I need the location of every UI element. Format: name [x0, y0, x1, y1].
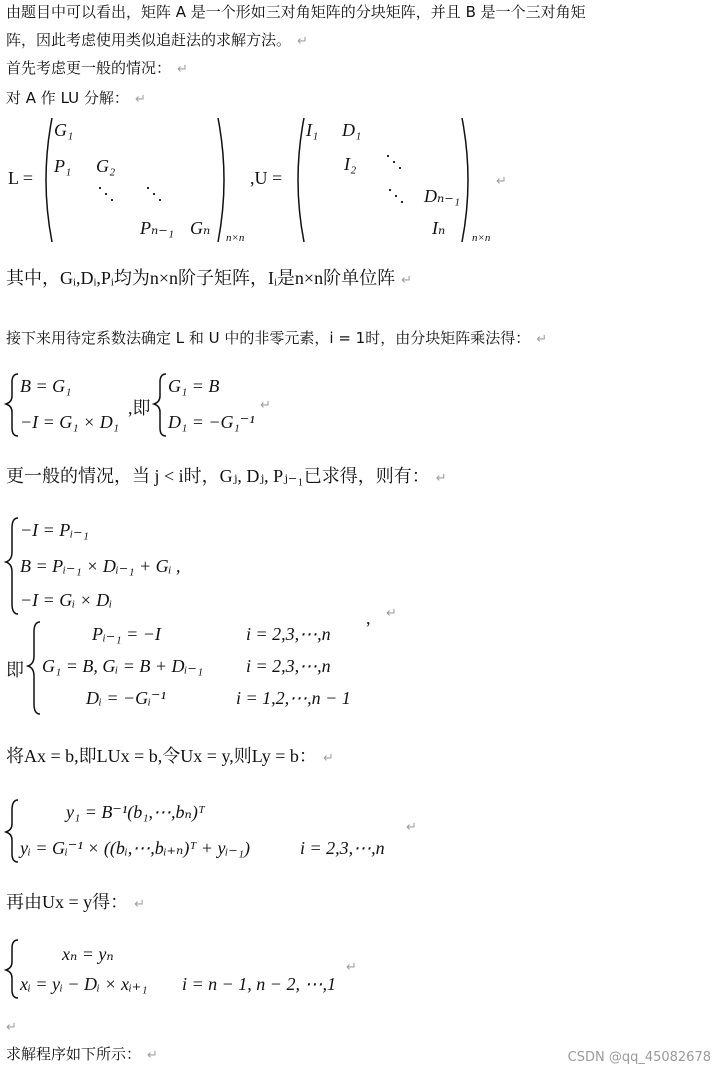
matrix-l-p1: P₁ — [54, 156, 72, 176]
general-case-text: 首先考虑更一般的情况： — [6, 59, 172, 77]
return-mark: ↵ — [297, 34, 308, 49]
system2-eq1: Pᵢ₋₁ = −I — [92, 624, 161, 644]
system1-trail: , — [366, 608, 371, 628]
return-mark: ↵ — [536, 332, 548, 347]
return-mark: ↵ — [147, 1048, 158, 1063]
return-mark: ↵ — [496, 174, 507, 189]
ux-text: 再由Ux = y得： — [6, 892, 129, 912]
matrix-l-gn: Gₙ — [190, 218, 211, 238]
system-x-brace — [6, 940, 18, 998]
return-mark: ↵ — [134, 92, 146, 107]
matrix-l-g2: G₂ — [96, 156, 116, 176]
matrix-u-right-paren — [462, 118, 468, 242]
where-line — [6, 268, 412, 291]
case1-left-brace — [6, 374, 18, 436]
ax-text: 将Ax = b,即LUx = b,令Ux = y,则Ly = b： — [6, 746, 317, 766]
matrix-u-label: ,U = — [250, 168, 283, 188]
system2-range1: i = 2,3,⋯,n — [246, 624, 331, 644]
return-mark: ↵ — [346, 960, 357, 975]
case1-connector: ,即 — [128, 398, 151, 418]
system-y-brace — [6, 800, 18, 862]
matrix-l-dims: n×n — [226, 232, 245, 244]
matrix-u-dims: n×n — [472, 232, 491, 244]
system2-prefix: 即 — [6, 660, 24, 680]
general-case-line — [6, 58, 188, 80]
matrix-u-in: Iₙ — [432, 218, 446, 238]
case1-right-brace — [154, 374, 166, 436]
intro-line-2 — [6, 30, 308, 52]
intro-text-1: 由题目中可以看出，矩阵 A 是一个形如三对角矩阵的分块矩阵，并且 B 是一个三对角矩 — [6, 3, 586, 21]
system-x-eq2: xᵢ = yᵢ − Dᵢ × xᵢ₊₁ — [20, 974, 148, 994]
system1-brace — [6, 518, 18, 614]
program-line — [6, 1044, 158, 1066]
matrix-u-d1: D₁ — [342, 120, 362, 140]
system1-eq1: −I = Pᵢ₋₁ — [20, 520, 89, 540]
system-x-range: i = n − 1, n − 2, ⋯,1 — [182, 974, 336, 994]
general-j-text: 更一般的情况，当 j < i时，Gⱼ, Dⱼ, Pⱼ₋₁已求得，则有： — [6, 466, 430, 486]
matrix-u-i2: I₂ — [344, 154, 357, 174]
system1-eq3: −I = Gᵢ × Dᵢ — [20, 590, 113, 610]
system2-brace — [28, 622, 40, 714]
return-mark: ↵ — [386, 606, 397, 621]
system-y-eq1: y₁ = B⁻¹(b₁,⋯,bₙ)ᵀ — [66, 802, 205, 822]
return-mark: ↵ — [401, 273, 412, 288]
intro-line-1 — [6, 2, 586, 22]
return-mark: ↵ — [177, 62, 188, 77]
return-mark: ↵ — [6, 1020, 17, 1035]
return-mark: ↵ — [322, 751, 334, 766]
empty-line — [6, 1016, 17, 1038]
matrix-l-left-paren — [46, 118, 52, 242]
return-mark: ↵ — [435, 471, 447, 486]
system2-eq3: Dᵢ = −Gᵢ⁻¹ — [86, 688, 166, 708]
matrix-u-i1: I₁ — [306, 120, 319, 140]
case1-eq1: B = G₁ — [20, 376, 72, 396]
lu-heading-text: 对 A 作 LU 分解： — [6, 89, 129, 107]
system2-range2: i = 2,3,⋯,n — [246, 656, 331, 676]
matrix-l-pn1: Pₙ₋₁ — [140, 218, 175, 238]
matrix-u-left-paren — [298, 118, 304, 242]
ax-line — [6, 746, 334, 769]
system2-range3: i = 1,2,⋯,n − 1 — [236, 688, 351, 708]
where-text: 其中，Gᵢ,Dᵢ,Pᵢ均为n×n阶子矩阵，Iᵢ是n×n阶单位阵 — [6, 268, 396, 288]
return-mark: ↵ — [134, 897, 146, 912]
return-mark: ↵ — [260, 398, 271, 413]
ux-line — [6, 892, 145, 915]
intro-text-2: 阵，因此考虑使用类似追赶法的求解方法。 — [6, 31, 292, 49]
matrix-u-dn1: Dₙ₋₁ — [424, 186, 461, 206]
system-y-eq2: yᵢ = Gᵢ⁻¹ × ((bᵢ,⋯,bᵢ₊ₙ)ᵀ + yᵢ₋₁) — [20, 838, 251, 858]
program-text: 求解程序如下所示： — [6, 1045, 142, 1063]
case1-eq4: D₁ = −G₁⁻¹ — [168, 412, 255, 432]
general-j-line — [6, 466, 447, 489]
case1-eq3: G₁ = B — [168, 376, 220, 396]
matrix-l-right-paren — [218, 118, 224, 242]
system1-eq2: B = Pᵢ₋₁ × Dᵢ₋₁ + Gᵢ , — [20, 556, 181, 576]
lu-heading-line — [6, 88, 146, 110]
undetermined-text: 接下来用待定系数法确定 L 和 U 中的非零元素，i = 1时，由分块矩阵乘法得： — [6, 329, 531, 347]
case1-eq2: −I = G₁ × D₁ — [20, 412, 119, 432]
system-x-eq1: xₙ = yₙ — [62, 944, 114, 964]
undetermined-line — [6, 328, 547, 350]
watermark: CSDN @qq_45082678 — [567, 1050, 711, 1065]
return-mark: ↵ — [406, 820, 417, 835]
matrix-l-g1: G₁ — [54, 120, 74, 140]
matrix-l-label: L = — [8, 168, 33, 188]
system-y-range: i = 2,3,⋯,n — [300, 838, 385, 858]
system2-eq2: G₁ = B, Gᵢ = B + Dᵢ₋₁ — [42, 656, 204, 676]
